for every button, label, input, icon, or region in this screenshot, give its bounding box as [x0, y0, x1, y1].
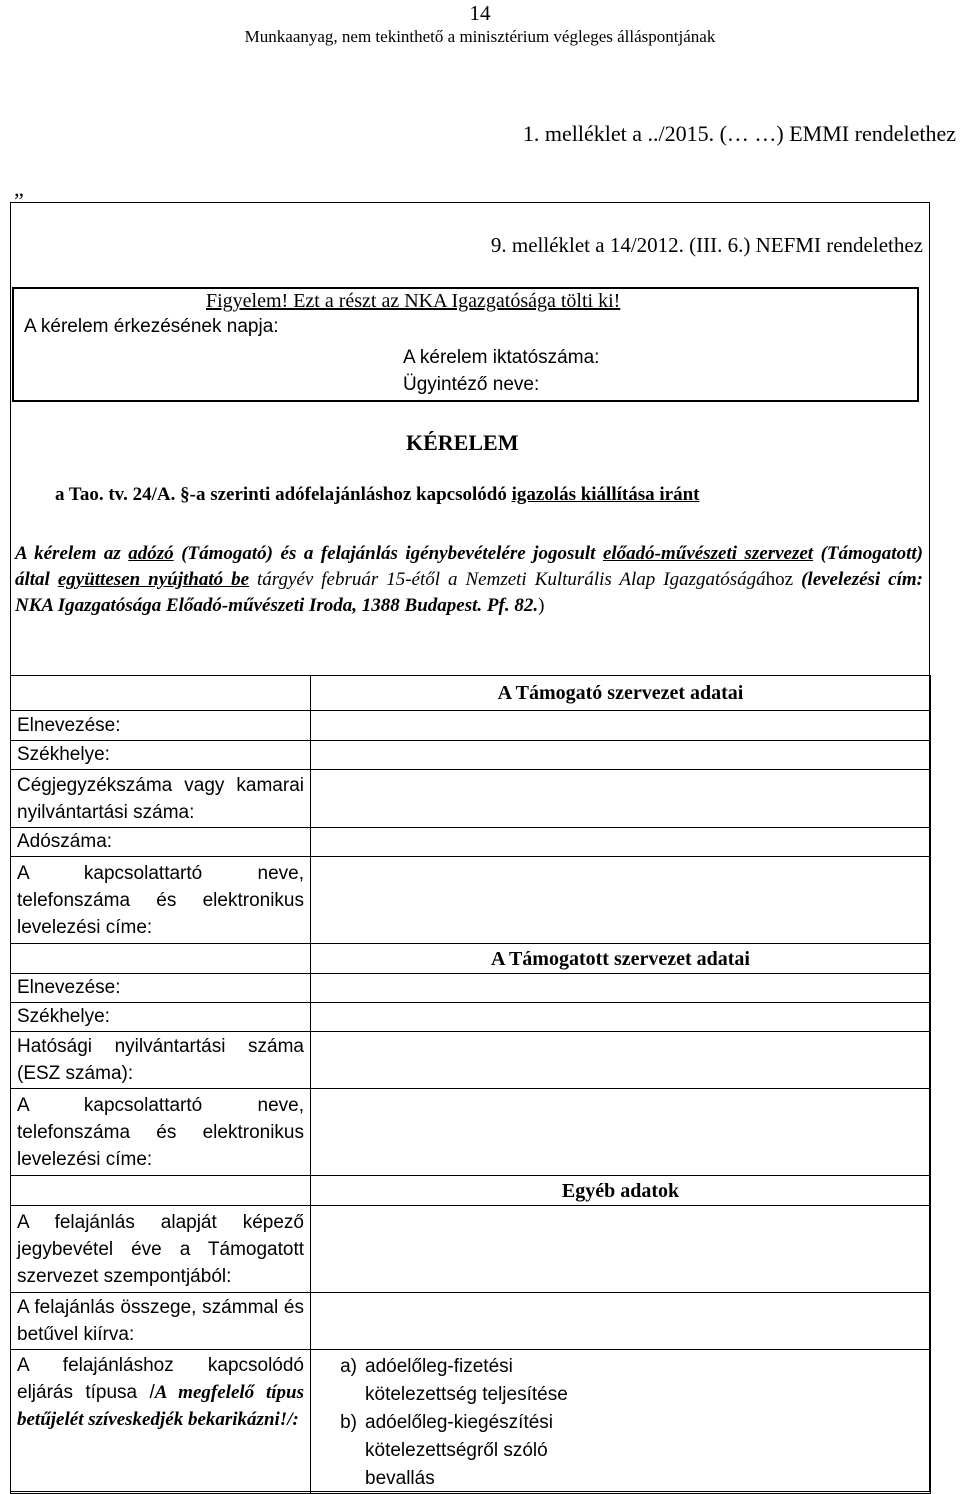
field-label-supported-name: Elnevezése: — [11, 974, 311, 1003]
field-label-supporter-seat: Székhelye: — [11, 741, 311, 770]
procedure-label-instruction: A megfelelő típus betűjelét szíveskedjék bekarikázni!/: — [17, 1382, 304, 1430]
field-label-supporter-name: Elnevezése: — [11, 711, 311, 741]
field-label-amount: A felajánlás összege, számmal és betűvel kiírva: — [11, 1293, 311, 1350]
input-supporter-reg[interactable] — [311, 770, 931, 828]
header-note: Munkaanyag, nem tekinthető a minisztérium végleges álláspontjának — [244, 27, 716, 46]
intro-part: (levelezési cím: NKA Igazgatósága Előadó-művészeti Iroda, 1388 Budapest. Pf. 82. — [15, 569, 924, 616]
section-heading-supported: A Támogatott szervezet adatai — [311, 944, 931, 974]
intro-part: (Támogatott) által — [15, 543, 923, 590]
intro-part: előadó-művészeti szervezet — [602, 543, 814, 564]
subtitle-underlined: igazolás kiállítása iránt — [511, 484, 700, 505]
input-supporter-name[interactable] — [311, 711, 931, 741]
intro-part: ) — [538, 595, 545, 616]
input-supported-seat[interactable] — [311, 1003, 931, 1032]
intro-part: (Támogató) és a felajánlás igénybevételére jogosult — [173, 543, 603, 564]
procedure-label-text: A felajánláshoz kapcsolódó eljárás típusa / — [17, 1355, 304, 1403]
section-heading-supporter: A Támogató szervezet adatai — [311, 676, 931, 711]
input-supporter-tax[interactable] — [311, 828, 931, 857]
field-label-supporter-reg: Cégjegyzékszáma vagy kamarai nyilvántartási száma: — [11, 770, 311, 828]
option-key: b) — [340, 1412, 357, 1433]
procedure-option-b[interactable] — [311, 1409, 930, 1493]
field-label-procedure — [11, 1350, 311, 1494]
field-label-base-year: A felajánlás alapját képező jegybevétel éve a Támogatott szervezet szempontjából: — [11, 1206, 311, 1293]
field-label-supporter-tax: Adószáma: — [11, 828, 311, 857]
option-key: a) — [340, 1356, 357, 1377]
input-supported-reg[interactable] — [311, 1032, 931, 1089]
option-text: adóelőleg-fizetési kötelezettség teljesítése — [365, 1356, 568, 1405]
intro-part: hoz — [765, 569, 794, 590]
document-subtitle — [55, 483, 699, 507]
clerk-name-field[interactable]: Ügyintéző neve: — [403, 374, 540, 395]
section-heading-other: Egyéb adatok — [311, 1176, 931, 1206]
option-text: adóelőleg-kiegészítési kötelezettségről szóló bevallás — [365, 1412, 554, 1489]
field-label-supporter-contact: A kapcsolattartó neve, telefonszáma és elektronikus levelezési címe: — [11, 857, 311, 944]
field-label-supported-seat: Székhelye: — [11, 1003, 311, 1032]
input-amount[interactable] — [311, 1293, 931, 1350]
intro-part: együttesen nyújtható be — [57, 569, 250, 590]
input-supported-name[interactable] — [311, 974, 931, 1003]
intro-part: adózó — [128, 543, 174, 564]
input-supporter-contact[interactable] — [311, 857, 931, 944]
arrival-date-field[interactable]: A kérelem érkezésének napja: — [24, 316, 279, 337]
intro-paragraph — [15, 541, 923, 619]
procedure-option-a[interactable] — [311, 1353, 930, 1409]
nefmi-annex-reference: 9. melléklet a 14/2012. (III. 6.) NEFMI rendelethez — [490, 233, 923, 257]
input-supported-contact[interactable] — [311, 1089, 931, 1176]
input-base-year[interactable] — [311, 1206, 931, 1293]
document-title: KÉRELEM — [406, 430, 519, 455]
field-label-supported-reg: Hatósági nyilvántartási száma (ESZ száma): — [11, 1032, 311, 1089]
page-number: 14 — [469, 1, 491, 25]
intro-part: a Nemzeti Kulturális Alap Igazgatóságá — [440, 569, 766, 590]
field-label-supported-contact: A kapcsolattartó neve, telefonszáma és elektronikus levelezési címe: — [11, 1089, 311, 1176]
intro-part: tárgyév február 15-étől — [249, 569, 441, 590]
intro-part: A kérelem az — [15, 543, 129, 564]
registration-number-field[interactable]: A kérelem iktatószáma: — [403, 347, 600, 368]
empty-cell — [11, 676, 311, 711]
data-form-table — [10, 675, 931, 1494]
procedure-options — [311, 1350, 931, 1494]
subtitle-text: a Tao. tv. 24/A. §-a szerinti adófelajánláshoz kapcsolódó — [55, 484, 512, 505]
nka-warning: Figyelem! Ezt a részt az NKA Igazgatósága tölti ki! — [206, 290, 621, 312]
empty-cell — [11, 1176, 311, 1206]
opening-quote: „ — [14, 176, 24, 201]
annex-reference: 1. melléklet a ../2015. (… …) EMMI rendelethez — [522, 121, 956, 146]
input-supporter-seat[interactable] — [311, 741, 931, 770]
empty-cell — [11, 944, 311, 974]
